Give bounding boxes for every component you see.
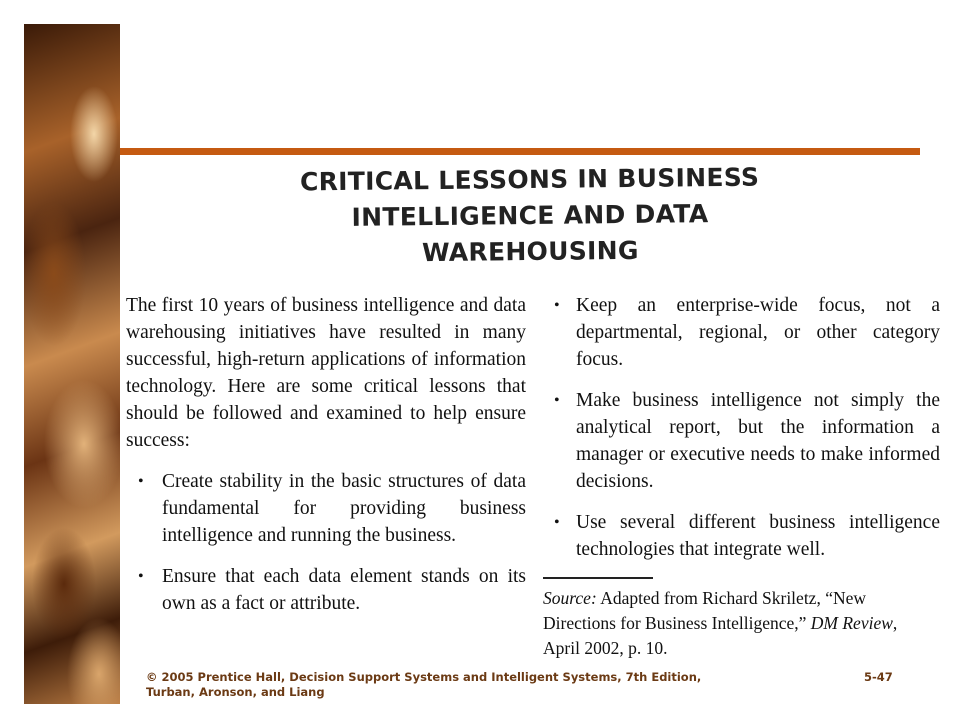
footer-line-2: Turban, Aronson, and Liang — [146, 685, 325, 699]
footer-line-1: © 2005 Prentice Hall, Decision Support Systems and Intelligent Systems, 7th Edition, — [146, 670, 702, 684]
title-divider-rule — [120, 148, 920, 155]
list-item-text: Ensure that each data element stands on its own as a fact or attribute. — [162, 566, 526, 614]
bullet-icon: • — [554, 392, 560, 409]
slide-title — [249, 159, 810, 273]
source-journal: DM Review — [810, 613, 893, 633]
source-text-before: Adapted from Richard Skriletz, “New Directions for Business Intelligence,” — [543, 588, 867, 633]
list-item-text: Use several different business intelligence technologies that integrate well. — [576, 512, 940, 560]
right-bullet-list — [552, 292, 940, 563]
left-bullet-list — [126, 468, 526, 617]
source-citation — [543, 586, 933, 661]
page-number: 5-47 — [864, 670, 893, 684]
intro-paragraph: The first 10 years of business intelligence and data warehousing initiatives have resulted in many successful, high-return applications of information technology. Here are some critical lessons that should be followed and examined to help ensure success: — [126, 295, 526, 451]
list-item-text: Create stability in the basic structures of data fundamental for providing business intelligence and running the business. — [162, 471, 526, 546]
right-column — [552, 292, 940, 577]
list-item-text: Keep an enterprise-wide focus, not a departmental, regional, or other category focus. — [576, 295, 940, 370]
list-item — [552, 292, 940, 373]
decorative-background-strip — [24, 24, 120, 704]
source-text-after: , April 2002, p. 10. — [543, 613, 898, 658]
source-label: Source: — [543, 588, 597, 608]
footer-copyright — [146, 670, 746, 700]
list-item-text: Make business intelligence not simply the analytical report, but the information a manager or executive needs to make informed decisions. — [576, 390, 940, 492]
title-line-2: INTELLIGENCE AND DATA WAREHOUSING — [351, 199, 709, 268]
bullet-icon: • — [554, 297, 560, 314]
list-item — [126, 563, 526, 617]
list-item — [552, 509, 940, 563]
bullet-icon: • — [138, 568, 144, 585]
list-item — [552, 387, 940, 495]
list-item — [126, 468, 526, 549]
bullet-icon: • — [554, 514, 560, 531]
left-column — [126, 292, 526, 631]
title-line-1: CRITICAL LESSONS IN BUSINESS — [299, 162, 760, 197]
bullet-icon: • — [138, 473, 144, 490]
source-divider-rule — [543, 577, 653, 579]
